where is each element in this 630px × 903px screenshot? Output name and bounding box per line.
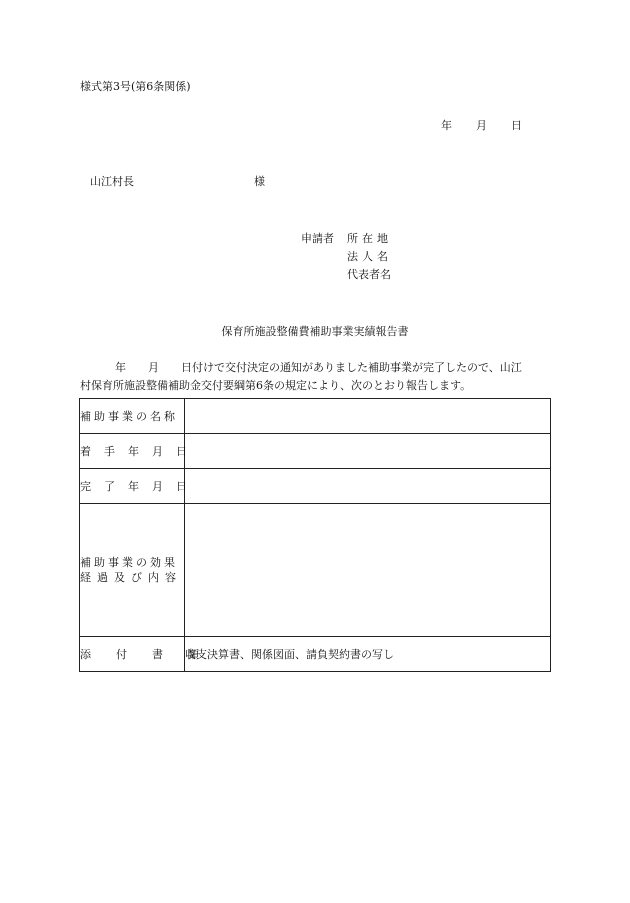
label-text: 完了年月日 — [80, 479, 200, 493]
row-label-project-name — [80, 399, 185, 434]
date-month: 月 — [476, 119, 487, 132]
row-value-attachments: 収支決算書、関係図面、請負契約書の写し — [185, 637, 551, 672]
label-text: 着手年月日 — [80, 444, 200, 458]
row-value-effect-content[interactable] — [185, 504, 551, 637]
applicant-label: 申請者 — [301, 232, 334, 245]
report-table — [79, 398, 551, 672]
addressee-honorific: 様 — [254, 175, 265, 188]
row-value-completion-date[interactable] — [185, 469, 551, 504]
row-label-attachments — [80, 637, 224, 672]
applicant-corp-label: 法人名 — [347, 250, 392, 263]
applicant-rep-label: 代表者名 — [347, 268, 391, 281]
applicant-address-label: 所在地 — [347, 232, 392, 245]
date-year: 年 — [441, 119, 452, 132]
label-text-line1: 補助事業の効果 — [80, 556, 178, 569]
label-text-line2: 経過及び内容 — [80, 571, 182, 584]
row-value-project-name[interactable] — [185, 399, 551, 434]
row-label-completion-date — [80, 469, 200, 504]
body-month: 月 — [148, 361, 159, 374]
label-text: 補助事業の名称 — [80, 409, 178, 423]
table-row — [80, 469, 551, 504]
date-day: 日 — [511, 119, 522, 132]
table-row — [80, 434, 551, 469]
row-label-effect-content — [80, 504, 185, 637]
table-row — [80, 637, 551, 672]
body-text-line1 — [115, 361, 522, 375]
table-row — [80, 504, 551, 637]
body-text-line2: 村保育所施設整備補助金交付要綱第6条の規定により、次のとおり報告します。 — [80, 379, 472, 392]
body-line1-rest: 日付けで交付決定の通知がありました補助事業が完了したので、山江 — [181, 361, 522, 374]
table-row — [80, 399, 551, 434]
addressee-name: 山江村長 — [90, 175, 134, 188]
form-number: 様式第3号(第6条関係) — [80, 80, 191, 93]
date-line — [441, 119, 522, 133]
row-label-start-date — [80, 434, 200, 469]
body-year: 年 — [115, 361, 126, 374]
label-text: 添付書類 — [80, 647, 224, 661]
document-title: 保育所施設整備費補助事業実績報告書 — [221, 325, 409, 338]
row-value-start-date[interactable] — [185, 434, 551, 469]
